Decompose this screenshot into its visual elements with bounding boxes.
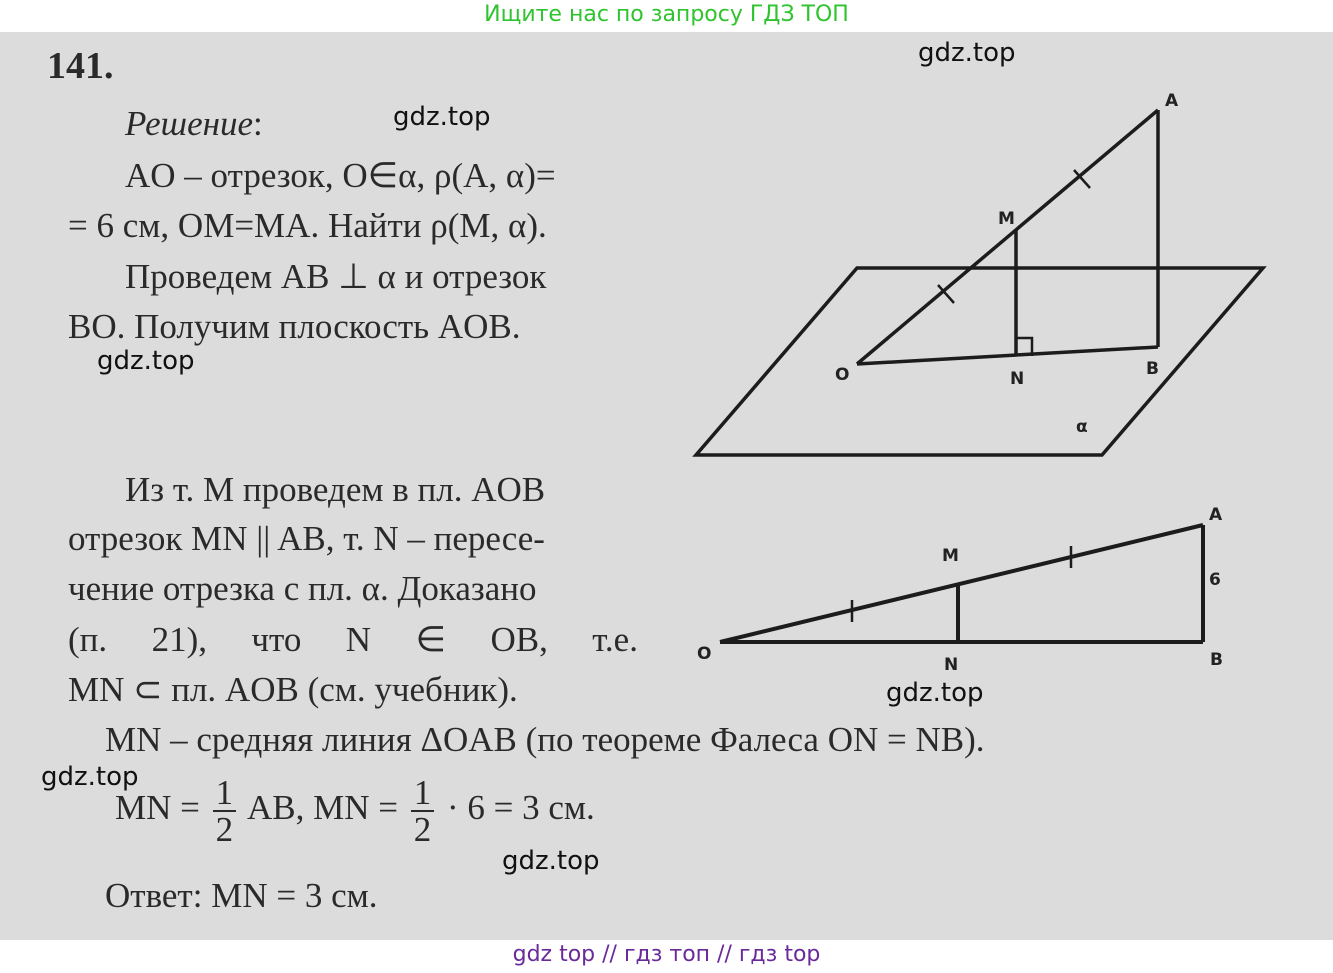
tri-label-m: M — [942, 546, 959, 566]
label-b: B — [1146, 359, 1159, 379]
segment-oa — [857, 110, 1158, 364]
tri-label-a: A — [1209, 505, 1223, 525]
bottom-banner: gdz top // гдз топ // гдз top — [0, 940, 1333, 973]
figure-triangle — [720, 525, 1203, 642]
formula-lhs: MN = — [115, 788, 200, 828]
answer-line: Ответ: MN = 3 см. — [105, 876, 378, 915]
word: т.е. — [592, 620, 638, 659]
word: OB, — [490, 620, 548, 659]
text-line-4: BO. Получим плоскость AOB. — [68, 307, 521, 346]
watermark: gdz.top — [886, 678, 984, 708]
solution-heading — [125, 104, 263, 144]
text-line-8 — [68, 620, 638, 660]
word: что — [251, 620, 302, 659]
text-line-9: MN ⊂ пл. AOB (см. учебник). — [68, 670, 518, 709]
tri-oa — [720, 525, 1203, 642]
label-m: M — [998, 209, 1015, 229]
label-a: A — [1165, 91, 1179, 111]
formula-tail: · 6 = 3 см. — [446, 788, 595, 828]
formula-line — [115, 775, 595, 847]
word: ∈ — [415, 620, 447, 659]
word: N — [345, 620, 372, 659]
label-n: N — [1010, 369, 1025, 389]
solution-heading-colon: : — [253, 104, 263, 143]
segment-ob — [857, 347, 1158, 364]
numerator: 1 — [213, 775, 237, 812]
word: (п. — [68, 620, 108, 659]
text-line-7: чение отрезка с пл. α. Доказано — [68, 569, 537, 608]
tri-label-o: O — [697, 644, 712, 664]
denominator: 2 — [413, 810, 432, 849]
watermark: gdz.top — [97, 346, 195, 376]
tri-label-n: N — [944, 655, 959, 675]
text-line-6: отрезок MN || AB, т. N – пересе- — [68, 519, 545, 558]
label-alpha: α — [1076, 417, 1088, 437]
tri-label-b: B — [1210, 650, 1223, 670]
watermark: gdz.top — [393, 102, 491, 132]
fraction-half-1 — [213, 775, 237, 847]
text-line-5: Из т. M проведем в пл. AOB — [125, 470, 546, 509]
solution-heading-text: Решение — [125, 104, 254, 143]
word: 21), — [151, 620, 207, 659]
watermark: gdz.top — [918, 38, 1016, 68]
denominator: 2 — [215, 810, 234, 849]
problem-number: 141. — [47, 45, 114, 87]
label-o: O — [835, 365, 850, 385]
fraction-half-2 — [411, 775, 435, 847]
plane-alpha — [696, 268, 1263, 455]
figure-plane — [696, 110, 1263, 455]
top-banner: Ищите нас по запросу ГДЗ ТОП — [0, 0, 1333, 32]
text-line-2: = 6 см, OM=MA. Найти ρ(M, α). — [68, 206, 547, 245]
text-line-1: AO – отрезок, O∈α, ρ(A, α)= — [125, 156, 556, 195]
text-line-10: MN – средняя линия ΔOAB (по теореме Фалеса ON = NB). — [105, 720, 985, 759]
tri-label-six: 6 — [1209, 570, 1221, 590]
text-line-3: Проведем AB ⊥ α и отрезок — [125, 257, 547, 296]
numerator: 1 — [411, 775, 435, 812]
watermark: gdz.top — [41, 762, 139, 792]
formula-mid: AB, MN = — [246, 788, 398, 828]
watermark: gdz.top — [502, 846, 600, 876]
